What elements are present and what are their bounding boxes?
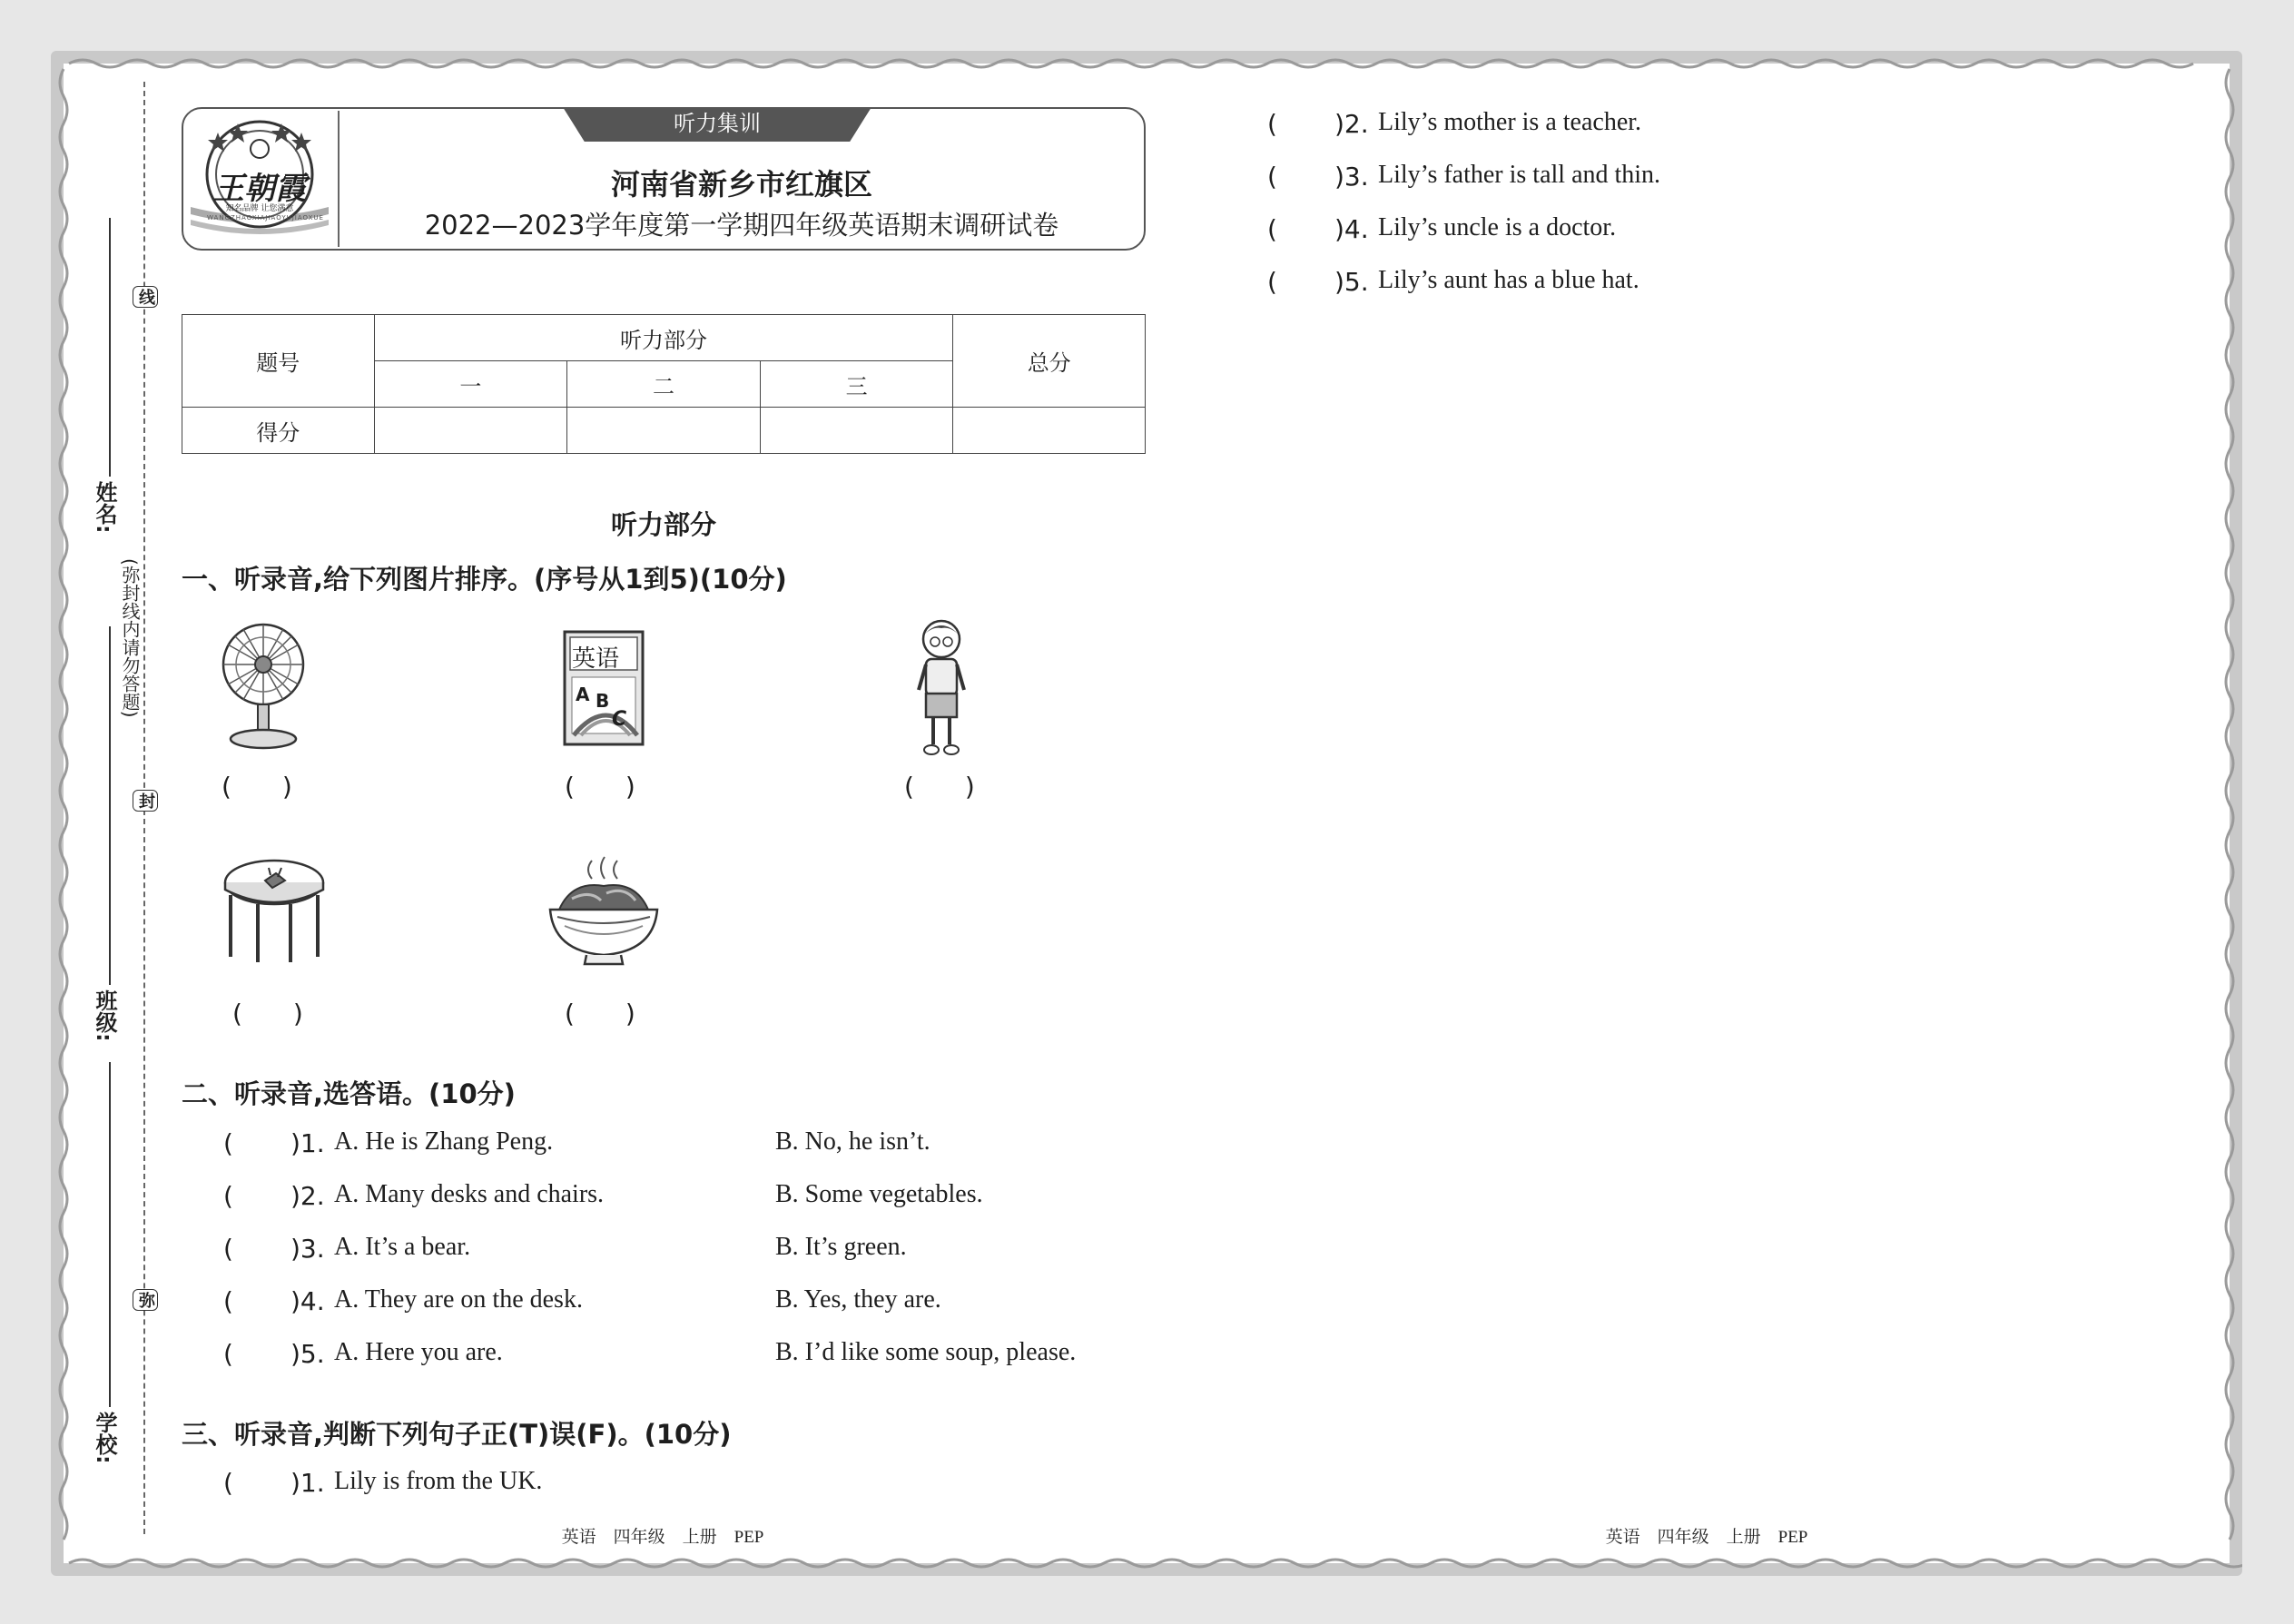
section2-option-a-1[interactable]: A. He is Zhang Peng. — [334, 1127, 554, 1156]
score-table — [182, 314, 1146, 454]
section3-statement-5: Lily’s aunt has a blue hat. — [1378, 266, 1639, 294]
section3-statement-3: Lily’s father is tall and thin. — [1378, 161, 1661, 189]
col-item-header: 题号 — [182, 315, 375, 408]
section3-paren-3[interactable]: ( — [1267, 162, 1277, 192]
name-label: 姓名: — [92, 481, 117, 534]
score-cell-3[interactable] — [760, 408, 953, 454]
book-letter-b: B — [596, 690, 610, 712]
section2-title: 二、听录音,选答语。(10分) — [182, 1078, 516, 1109]
section3-paren-5[interactable]: ( — [1267, 267, 1277, 297]
section2-option-b-5[interactable]: B. I’d like some soup, please. — [775, 1338, 1077, 1366]
section2-paren-4[interactable]: ( — [223, 1286, 233, 1316]
section2-option-b-1[interactable]: B. No, he isn’t. — [775, 1127, 930, 1156]
section2-num-3: )3. — [290, 1234, 325, 1264]
logo-ring-text: WANGZHAOXIAJIAOYUJIAOXUE — [207, 214, 324, 221]
section3-num-1: )1. — [290, 1468, 325, 1498]
section1-answer-5[interactable]: ( ) — [565, 999, 635, 1029]
section3-paren-2[interactable]: ( — [1267, 109, 1277, 139]
score-cell-2[interactable] — [567, 408, 761, 454]
logo — [187, 113, 332, 245]
section1-answer-3[interactable]: ( ) — [904, 772, 975, 802]
sub-header-3: 三 — [760, 361, 953, 408]
seal-mark-seal: 封 — [133, 790, 158, 812]
listening-header: 听力部分 — [374, 315, 953, 361]
section3-num-3: )3. — [1334, 162, 1369, 192]
section3-statement-2: Lily’s mother is a teacher. — [1378, 108, 1642, 136]
footer-right: 英语 四年级 上册 PEP — [1605, 1528, 1808, 1547]
seal-mark-mi: 弥 — [133, 1289, 158, 1311]
logo-text: 王朝霞 — [213, 172, 306, 206]
section2-num-5: )5. — [290, 1339, 325, 1369]
section1-answer-4[interactable]: ( ) — [232, 999, 303, 1029]
section3-statement-4: Lily’s uncle is a doctor. — [1378, 213, 1617, 241]
section2-option-a-5[interactable]: A. Here you are. — [334, 1338, 503, 1366]
school-label: 学校: — [92, 1412, 117, 1464]
score-cell-1[interactable] — [374, 408, 567, 454]
class-underline — [109, 626, 111, 985]
book-letter-c: C — [612, 708, 627, 731]
binding-margin — [82, 82, 163, 1534]
class-label: 班级: — [92, 989, 117, 1042]
score-cell-total[interactable] — [953, 408, 1146, 454]
sub-header-1: 一 — [374, 361, 567, 408]
section3-num-4: )4. — [1334, 214, 1369, 244]
section2-paren-2[interactable]: ( — [223, 1181, 233, 1211]
logo-small-text: 知名品牌 让您满意 — [225, 204, 294, 213]
exam-title: 河南省新乡市红旗区 — [610, 167, 872, 202]
sub-header-2: 二 — [567, 361, 761, 408]
section2-num-1: )1. — [290, 1128, 325, 1158]
section2-option-b-4[interactable]: B. Yes, they are. — [775, 1285, 941, 1314]
total-header: 总分 — [953, 315, 1146, 408]
exam-subtitle: 2022—2023学年度第一学期四年级英语期末调研试卷 — [424, 210, 1059, 241]
section1-answer-2[interactable]: ( ) — [565, 772, 635, 802]
section3-paren-4[interactable]: ( — [1267, 214, 1277, 244]
section2-option-a-2[interactable]: A. Many desks and chairs. — [334, 1180, 605, 1208]
bowl-icon — [545, 853, 663, 973]
footer-left: 英语 四年级 上册 PEP — [561, 1528, 764, 1547]
section2-option-a-3[interactable]: A. It’s a bear. — [334, 1233, 471, 1261]
section2-option-a-4[interactable]: A. They are on the desk. — [334, 1285, 583, 1314]
fan-icon — [218, 617, 309, 753]
section1-answer-1[interactable]: ( ) — [222, 772, 292, 802]
section2-num-4: )4. — [290, 1286, 325, 1316]
section2-num-2: )2. — [290, 1181, 325, 1211]
section3-num-2: )2. — [1334, 109, 1369, 139]
book-letter-a: A — [576, 684, 590, 705]
part-title: 听力部分 — [610, 509, 716, 540]
section2-paren-5[interactable]: ( — [223, 1339, 233, 1369]
seal-mark-line: 线 — [133, 286, 158, 308]
section2-option-b-2[interactable]: B. Some vegetables. — [775, 1180, 983, 1208]
book-title-text: 英语 — [572, 645, 620, 673]
score-row-label: 得分 — [182, 408, 375, 454]
table-icon — [222, 855, 327, 968]
header-tag-text: 听力集训 — [674, 111, 761, 136]
school-underline — [109, 1062, 111, 1407]
seal-note: (弥封线内请勿答题) — [119, 558, 141, 718]
section2-paren-3[interactable]: ( — [223, 1234, 233, 1264]
section2-paren-1[interactable]: ( — [223, 1128, 233, 1158]
section3-paren-1[interactable]: ( — [223, 1468, 233, 1498]
section3-num-5: )5. — [1334, 267, 1369, 297]
section2-option-b-3[interactable]: B. It’s green. — [775, 1233, 907, 1261]
boy-icon — [910, 617, 973, 759]
name-underline — [109, 218, 111, 477]
section1-title: 一、听录音,给下列图片排序。(序号从1到5)(10分) — [182, 564, 787, 595]
section3-title: 三、听录音,判断下列句子正(T)误(F)。(10分) — [182, 1419, 732, 1450]
section3-statement-1: Lily is from the UK. — [334, 1467, 543, 1495]
